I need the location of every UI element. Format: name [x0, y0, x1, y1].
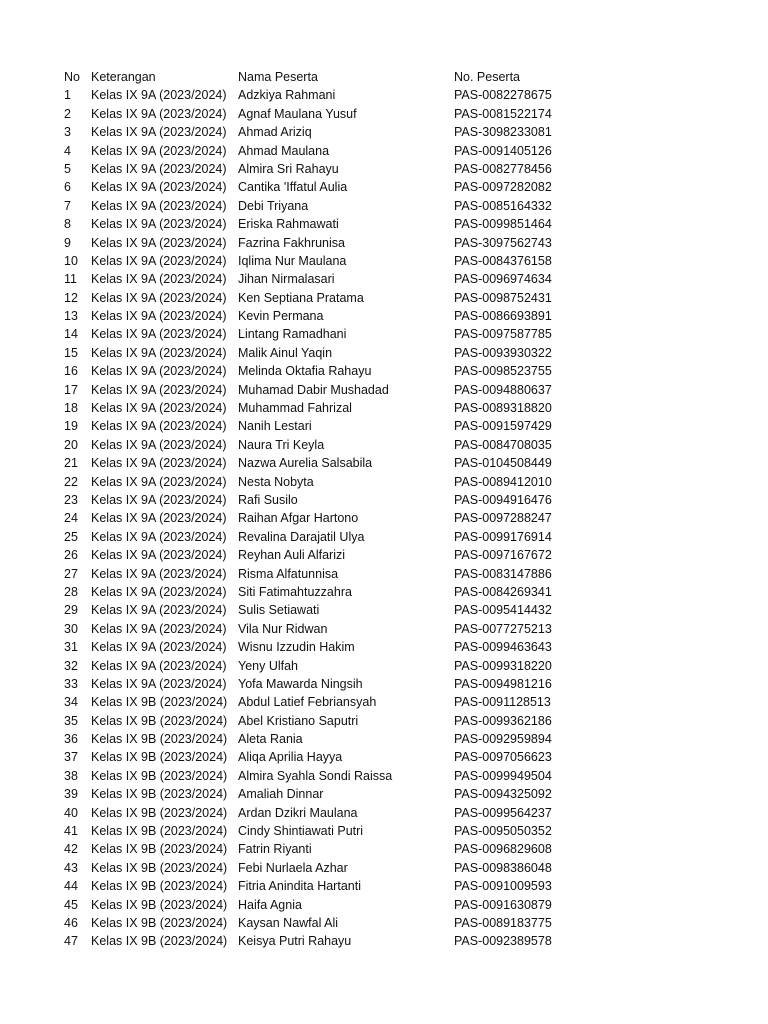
table-row	[0, 178, 768, 196]
table-row	[0, 730, 768, 748]
cell-no: 19	[64, 419, 78, 434]
table-row	[0, 932, 768, 950]
table-row	[0, 804, 768, 822]
cell-no: 47	[64, 934, 78, 949]
cell-keterangan: Kelas IX 9A (2023/2024)	[91, 640, 227, 655]
table-row	[0, 491, 768, 509]
cell-keterangan: Kelas IX 9A (2023/2024)	[91, 345, 227, 360]
cell-no-peserta: PAS-0099564237	[454, 805, 552, 820]
table-row	[0, 583, 768, 601]
cell-no: 22	[64, 474, 78, 489]
table-row	[0, 748, 768, 766]
cell-no: 37	[64, 750, 78, 765]
table-row	[0, 785, 768, 803]
cell-keterangan: Kelas IX 9A (2023/2024)	[91, 529, 227, 544]
table-row	[0, 877, 768, 895]
table-row	[0, 859, 768, 877]
cell-keterangan: Kelas IX 9A (2023/2024)	[91, 566, 227, 581]
cell-no: 9	[64, 235, 71, 250]
cell-nama-peserta: Melinda Oktafia Rahayu	[238, 364, 372, 379]
cell-no-peserta: PAS-0099176914	[454, 529, 552, 544]
table-row	[0, 215, 768, 233]
cell-no-peserta: PAS-0093930322	[454, 345, 552, 360]
cell-no: 18	[64, 401, 78, 416]
table-row	[0, 252, 768, 270]
cell-nama-peserta: Naura Tri Keyla	[238, 437, 325, 452]
cell-keterangan: Kelas IX 9B (2023/2024)	[91, 713, 228, 728]
cell-no-peserta: PAS-0096829608	[454, 842, 552, 857]
cell-keterangan: Kelas IX 9B (2023/2024)	[91, 934, 228, 949]
cell-no: 43	[64, 860, 78, 875]
table-row	[0, 160, 768, 178]
cell-no-peserta: PAS-0094916476	[454, 492, 552, 507]
cell-keterangan: Kelas IX 9A (2023/2024)	[91, 603, 227, 618]
cell-no-peserta: PAS-0089183775	[454, 915, 552, 930]
cell-keterangan: Kelas IX 9A (2023/2024)	[91, 253, 227, 268]
cell-nama-peserta: Reyhan Auli Alfarizi	[238, 548, 346, 563]
table-row	[0, 620, 768, 638]
cell-no-peserta: PAS-0099362186	[454, 713, 552, 728]
table-row	[0, 712, 768, 730]
cell-no: 44	[64, 879, 78, 894]
cell-nama-peserta: Muhamad Dabir Mushadad	[238, 382, 389, 397]
table-row	[0, 473, 768, 491]
cell-no-peserta: PAS-0091009593	[454, 879, 552, 894]
cell-no-peserta: PAS-0099949504	[454, 768, 552, 783]
cell-nama-peserta: Aliqa Aprilia Hayya	[238, 750, 343, 765]
table-row	[0, 381, 768, 399]
cell-no-peserta: PAS-0099318220	[454, 658, 552, 673]
cell-no-peserta: PAS-0077275213	[454, 621, 552, 636]
cell-keterangan: Kelas IX 9B (2023/2024)	[91, 695, 228, 710]
cell-keterangan: Kelas IX 9A (2023/2024)	[91, 143, 227, 158]
table-row	[0, 509, 768, 527]
cell-keterangan: Kelas IX 9A (2023/2024)	[91, 290, 227, 305]
cell-no-peserta: PAS-0082278675	[454, 88, 552, 103]
cell-keterangan: Kelas IX 9A (2023/2024)	[91, 419, 227, 434]
table-row	[0, 675, 768, 693]
cell-nama-peserta: Haifa Agnia	[238, 897, 302, 912]
cell-keterangan: Kelas IX 9A (2023/2024)	[91, 125, 227, 140]
cell-nama-peserta: Almira Syahla Sondi Raissa	[238, 768, 393, 783]
header-no: No	[64, 70, 80, 84]
cell-nama-peserta: Muhammad Fahrizal	[238, 401, 352, 416]
cell-nama-peserta: Keisya Putri Rahayu	[238, 934, 352, 949]
cell-no: 40	[64, 805, 78, 820]
cell-keterangan: Kelas IX 9A (2023/2024)	[91, 548, 227, 563]
cell-no: 2	[64, 106, 71, 121]
table-row	[0, 767, 768, 785]
cell-keterangan: Kelas IX 9B (2023/2024)	[91, 787, 228, 802]
table-row	[0, 105, 768, 123]
cell-keterangan: Kelas IX 9A (2023/2024)	[91, 676, 227, 691]
table-row	[0, 344, 768, 362]
cell-no-peserta: PAS-0091128513	[454, 695, 551, 710]
cell-keterangan: Kelas IX 9A (2023/2024)	[91, 309, 227, 324]
cell-no: 36	[64, 732, 78, 747]
cell-no: 5	[64, 161, 71, 176]
cell-keterangan: Kelas IX 9A (2023/2024)	[91, 584, 227, 599]
cell-nama-peserta: Nesta Nobyta	[238, 474, 314, 489]
cell-no-peserta: PAS-0099851464	[454, 217, 552, 232]
participant-table	[0, 68, 768, 951]
cell-no-peserta: PAS-0082778456	[454, 161, 552, 176]
cell-no: 26	[64, 548, 78, 563]
cell-no: 4	[64, 143, 71, 158]
cell-nama-peserta: Malik Ainul Yaqin	[238, 345, 333, 360]
cell-no: 7	[64, 198, 71, 213]
cell-nama-peserta: Ardan Dzikri Maulana	[238, 805, 358, 820]
cell-nama-peserta: Wisnu Izzudin Hakim	[238, 640, 355, 655]
cell-nama-peserta: Lintang Ramadhani	[238, 327, 347, 342]
cell-nama-peserta: Nazwa Aurelia Salsabila	[238, 456, 373, 471]
cell-keterangan: Kelas IX 9A (2023/2024)	[91, 437, 227, 452]
cell-no-peserta: PAS-0095414432	[454, 603, 552, 618]
cell-nama-peserta: Abel Kristiano Saputri	[238, 713, 359, 728]
table-row	[0, 197, 768, 215]
cell-no-peserta: PAS-0092959894	[454, 732, 552, 747]
cell-keterangan: Kelas IX 9A (2023/2024)	[91, 272, 227, 287]
header-no-peserta: No. Peserta	[454, 70, 521, 84]
cell-no-peserta: PAS-0104508449	[454, 456, 552, 471]
cell-no: 34	[64, 695, 78, 710]
table-row	[0, 546, 768, 564]
cell-no: 24	[64, 511, 78, 526]
cell-keterangan: Kelas IX 9B (2023/2024)	[91, 915, 228, 930]
table-row	[0, 454, 768, 472]
cell-no-peserta: PAS-0096974634	[454, 272, 552, 287]
cell-no-peserta: PAS-0095050352	[454, 824, 552, 839]
cell-keterangan: Kelas IX 9B (2023/2024)	[91, 879, 228, 894]
cell-nama-peserta: Yeny Ulfah	[238, 658, 298, 673]
cell-no-peserta: PAS-0091630879	[454, 897, 552, 912]
cell-no: 11	[64, 272, 77, 287]
cell-no-peserta: PAS-0099463643	[454, 640, 552, 655]
cell-keterangan: Kelas IX 9B (2023/2024)	[91, 768, 228, 783]
cell-nama-peserta: Almira Sri Rahayu	[238, 161, 339, 176]
cell-no-peserta: PAS-0084269341	[454, 584, 552, 599]
cell-no: 3	[64, 125, 71, 140]
cell-no: 45	[64, 897, 78, 912]
cell-no-peserta: PAS-0089318820	[454, 401, 552, 416]
cell-keterangan: Kelas IX 9A (2023/2024)	[91, 198, 227, 213]
cell-keterangan: Kelas IX 9A (2023/2024)	[91, 235, 227, 250]
cell-no-peserta: PAS-0083147886	[454, 566, 552, 581]
cell-no: 41	[64, 824, 78, 839]
cell-keterangan: Kelas IX 9A (2023/2024)	[91, 327, 227, 342]
cell-nama-peserta: Ken Septiana Pratama	[238, 290, 364, 305]
cell-keterangan: Kelas IX 9A (2023/2024)	[91, 492, 227, 507]
cell-no-peserta: PAS-0089412010	[454, 474, 552, 489]
cell-no: 27	[64, 566, 78, 581]
cell-nama-peserta: Fazrina Fakhrunisa	[238, 235, 345, 250]
cell-keterangan: Kelas IX 9B (2023/2024)	[91, 824, 228, 839]
cell-nama-peserta: Cindy Shintiawati Putri	[238, 824, 364, 839]
table-row	[0, 822, 768, 840]
table-row	[0, 417, 768, 435]
table-row	[0, 896, 768, 914]
cell-keterangan: Kelas IX 9B (2023/2024)	[91, 750, 228, 765]
cell-no-peserta: PAS-0094880637	[454, 382, 552, 397]
cell-keterangan: Kelas IX 9A (2023/2024)	[91, 456, 227, 471]
cell-keterangan: Kelas IX 9B (2023/2024)	[91, 842, 228, 857]
cell-nama-peserta: Debi Triyana	[238, 198, 309, 213]
cell-no-peserta: PAS-0084708035	[454, 437, 552, 452]
cell-nama-peserta: Eriska Rahmawati	[238, 217, 339, 232]
cell-no-peserta: PAS-0097056623	[454, 750, 552, 765]
table-row	[0, 362, 768, 380]
cell-no: 35	[64, 713, 78, 728]
cell-no: 8	[64, 217, 71, 232]
table-row	[0, 289, 768, 307]
table-row	[0, 638, 768, 656]
cell-keterangan: Kelas IX 9A (2023/2024)	[91, 401, 227, 416]
cell-no: 12	[64, 290, 78, 305]
cell-keterangan: Kelas IX 9B (2023/2024)	[91, 860, 228, 875]
cell-nama-peserta: Ahmad Maulana	[238, 143, 330, 158]
header-nama-peserta: Nama Peserta	[238, 70, 318, 84]
table-row	[0, 86, 768, 104]
cell-no: 15	[64, 345, 78, 360]
cell-no-peserta: PAS-0097282082	[454, 180, 552, 195]
cell-no-peserta: PAS-0081522174	[454, 106, 552, 121]
table-row	[0, 436, 768, 454]
cell-nama-peserta: Abdul Latief Febriansyah	[238, 695, 377, 710]
cell-nama-peserta: Iqlima Nur Maulana	[238, 253, 347, 268]
table-row	[0, 307, 768, 325]
cell-nama-peserta: Risma Alfatunnisa	[238, 566, 339, 581]
cell-nama-peserta: Cantika 'Iffatul Aulia	[238, 180, 348, 195]
cell-no: 16	[64, 364, 78, 379]
cell-nama-peserta: Jihan Nirmalasari	[238, 272, 335, 287]
cell-nama-peserta: Fitria Anindita Hartanti	[238, 879, 361, 894]
cell-no-peserta: PAS-0097288247	[454, 511, 552, 526]
table-row	[0, 142, 768, 160]
cell-no-peserta: PAS-0086693891	[454, 309, 552, 324]
cell-no: 21	[64, 456, 78, 471]
cell-keterangan: Kelas IX 9A (2023/2024)	[91, 474, 227, 489]
cell-no-peserta: PAS-0091597429	[454, 419, 552, 434]
table-row	[0, 565, 768, 583]
cell-nama-peserta: Kaysan Nawfal Ali	[238, 915, 339, 930]
cell-no: 23	[64, 492, 78, 507]
cell-nama-peserta: Kevin Permana	[238, 309, 324, 324]
cell-keterangan: Kelas IX 9B (2023/2024)	[91, 805, 228, 820]
cell-no-peserta: PAS-0091405126	[454, 143, 552, 158]
cell-no: 28	[64, 584, 78, 599]
cell-keterangan: Kelas IX 9A (2023/2024)	[91, 511, 227, 526]
cell-keterangan: Kelas IX 9A (2023/2024)	[91, 180, 227, 195]
cell-no-peserta: PAS-0097587785	[454, 327, 552, 342]
cell-no: 42	[64, 842, 78, 857]
table-row	[0, 840, 768, 858]
table-row	[0, 657, 768, 675]
cell-keterangan: Kelas IX 9A (2023/2024)	[91, 364, 227, 379]
cell-keterangan: Kelas IX 9B (2023/2024)	[91, 732, 228, 747]
cell-keterangan: Kelas IX 9A (2023/2024)	[91, 217, 227, 232]
cell-nama-peserta: Yofa Mawarda Ningsih	[238, 676, 363, 691]
cell-no: 20	[64, 437, 78, 452]
cell-keterangan: Kelas IX 9B (2023/2024)	[91, 897, 228, 912]
header-keterangan: Keterangan	[91, 70, 156, 84]
cell-nama-peserta: Amaliah Dinnar	[238, 787, 324, 802]
cell-no-peserta: PAS-0084376158	[454, 253, 552, 268]
cell-no-peserta: PAS-0085164332	[454, 198, 552, 213]
cell-no: 33	[64, 676, 78, 691]
cell-keterangan: Kelas IX 9A (2023/2024)	[91, 382, 227, 397]
cell-keterangan: Kelas IX 9A (2023/2024)	[91, 106, 227, 121]
cell-keterangan: Kelas IX 9A (2023/2024)	[91, 658, 227, 673]
header-row	[0, 68, 768, 86]
cell-no-peserta: PAS-0098523755	[454, 364, 552, 379]
cell-no: 13	[64, 309, 78, 324]
cell-no: 1	[64, 88, 71, 103]
table-body	[0, 86, 768, 950]
cell-no-peserta: PAS-3097562743	[454, 235, 552, 250]
table-row	[0, 601, 768, 619]
cell-nama-peserta: Nanih Lestari	[238, 419, 312, 434]
cell-nama-peserta: Agnaf Maulana Yusuf	[238, 106, 357, 121]
cell-no-peserta: PAS-0094325092	[454, 787, 552, 802]
table-row	[0, 234, 768, 252]
cell-no: 17	[64, 382, 78, 397]
table-row	[0, 270, 768, 288]
table-row	[0, 528, 768, 546]
table-row	[0, 693, 768, 711]
cell-no: 6	[64, 180, 71, 195]
cell-nama-peserta: Raihan Afgar Hartono	[238, 511, 359, 526]
cell-nama-peserta: Aleta Rania	[238, 732, 303, 747]
cell-no: 14	[64, 327, 78, 342]
cell-no: 10	[64, 253, 78, 268]
table-row	[0, 399, 768, 417]
cell-nama-peserta: Ahmad Ariziq	[238, 125, 312, 140]
cell-no-peserta: PAS-3098233081	[454, 125, 552, 140]
cell-no-peserta: PAS-0092389578	[454, 934, 552, 949]
cell-nama-peserta: Adzkiya Rahmani	[238, 88, 336, 103]
cell-keterangan: Kelas IX 9A (2023/2024)	[91, 621, 227, 636]
table-row	[0, 123, 768, 141]
cell-no-peserta: PAS-0097167672	[454, 548, 552, 563]
cell-no-peserta: PAS-0098752431	[454, 290, 552, 305]
cell-nama-peserta: Febi Nurlaela Azhar	[238, 860, 348, 875]
cell-no: 31	[64, 640, 78, 655]
cell-no-peserta: PAS-0094981216	[454, 676, 552, 691]
cell-no: 29	[64, 603, 78, 618]
cell-no: 25	[64, 529, 78, 544]
table-row	[0, 914, 768, 932]
cell-nama-peserta: Siti Fatimahtuzzahra	[238, 584, 352, 599]
table-row	[0, 325, 768, 343]
cell-nama-peserta: Rafi Susilo	[238, 492, 298, 507]
cell-no: 46	[64, 915, 78, 930]
cell-keterangan: Kelas IX 9A (2023/2024)	[91, 88, 227, 103]
cell-keterangan: Kelas IX 9A (2023/2024)	[91, 161, 227, 176]
cell-nama-peserta: Revalina Darajatil Ulya	[238, 529, 365, 544]
cell-no: 38	[64, 768, 78, 783]
cell-nama-peserta: Fatrin Riyanti	[238, 842, 312, 857]
cell-nama-peserta: Sulis Setiawati	[238, 603, 320, 618]
cell-no: 32	[64, 658, 78, 673]
cell-no: 30	[64, 621, 78, 636]
cell-no-peserta: PAS-0098386048	[454, 860, 552, 875]
cell-no: 39	[64, 787, 78, 802]
cell-nama-peserta: Vila Nur Ridwan	[238, 621, 328, 636]
